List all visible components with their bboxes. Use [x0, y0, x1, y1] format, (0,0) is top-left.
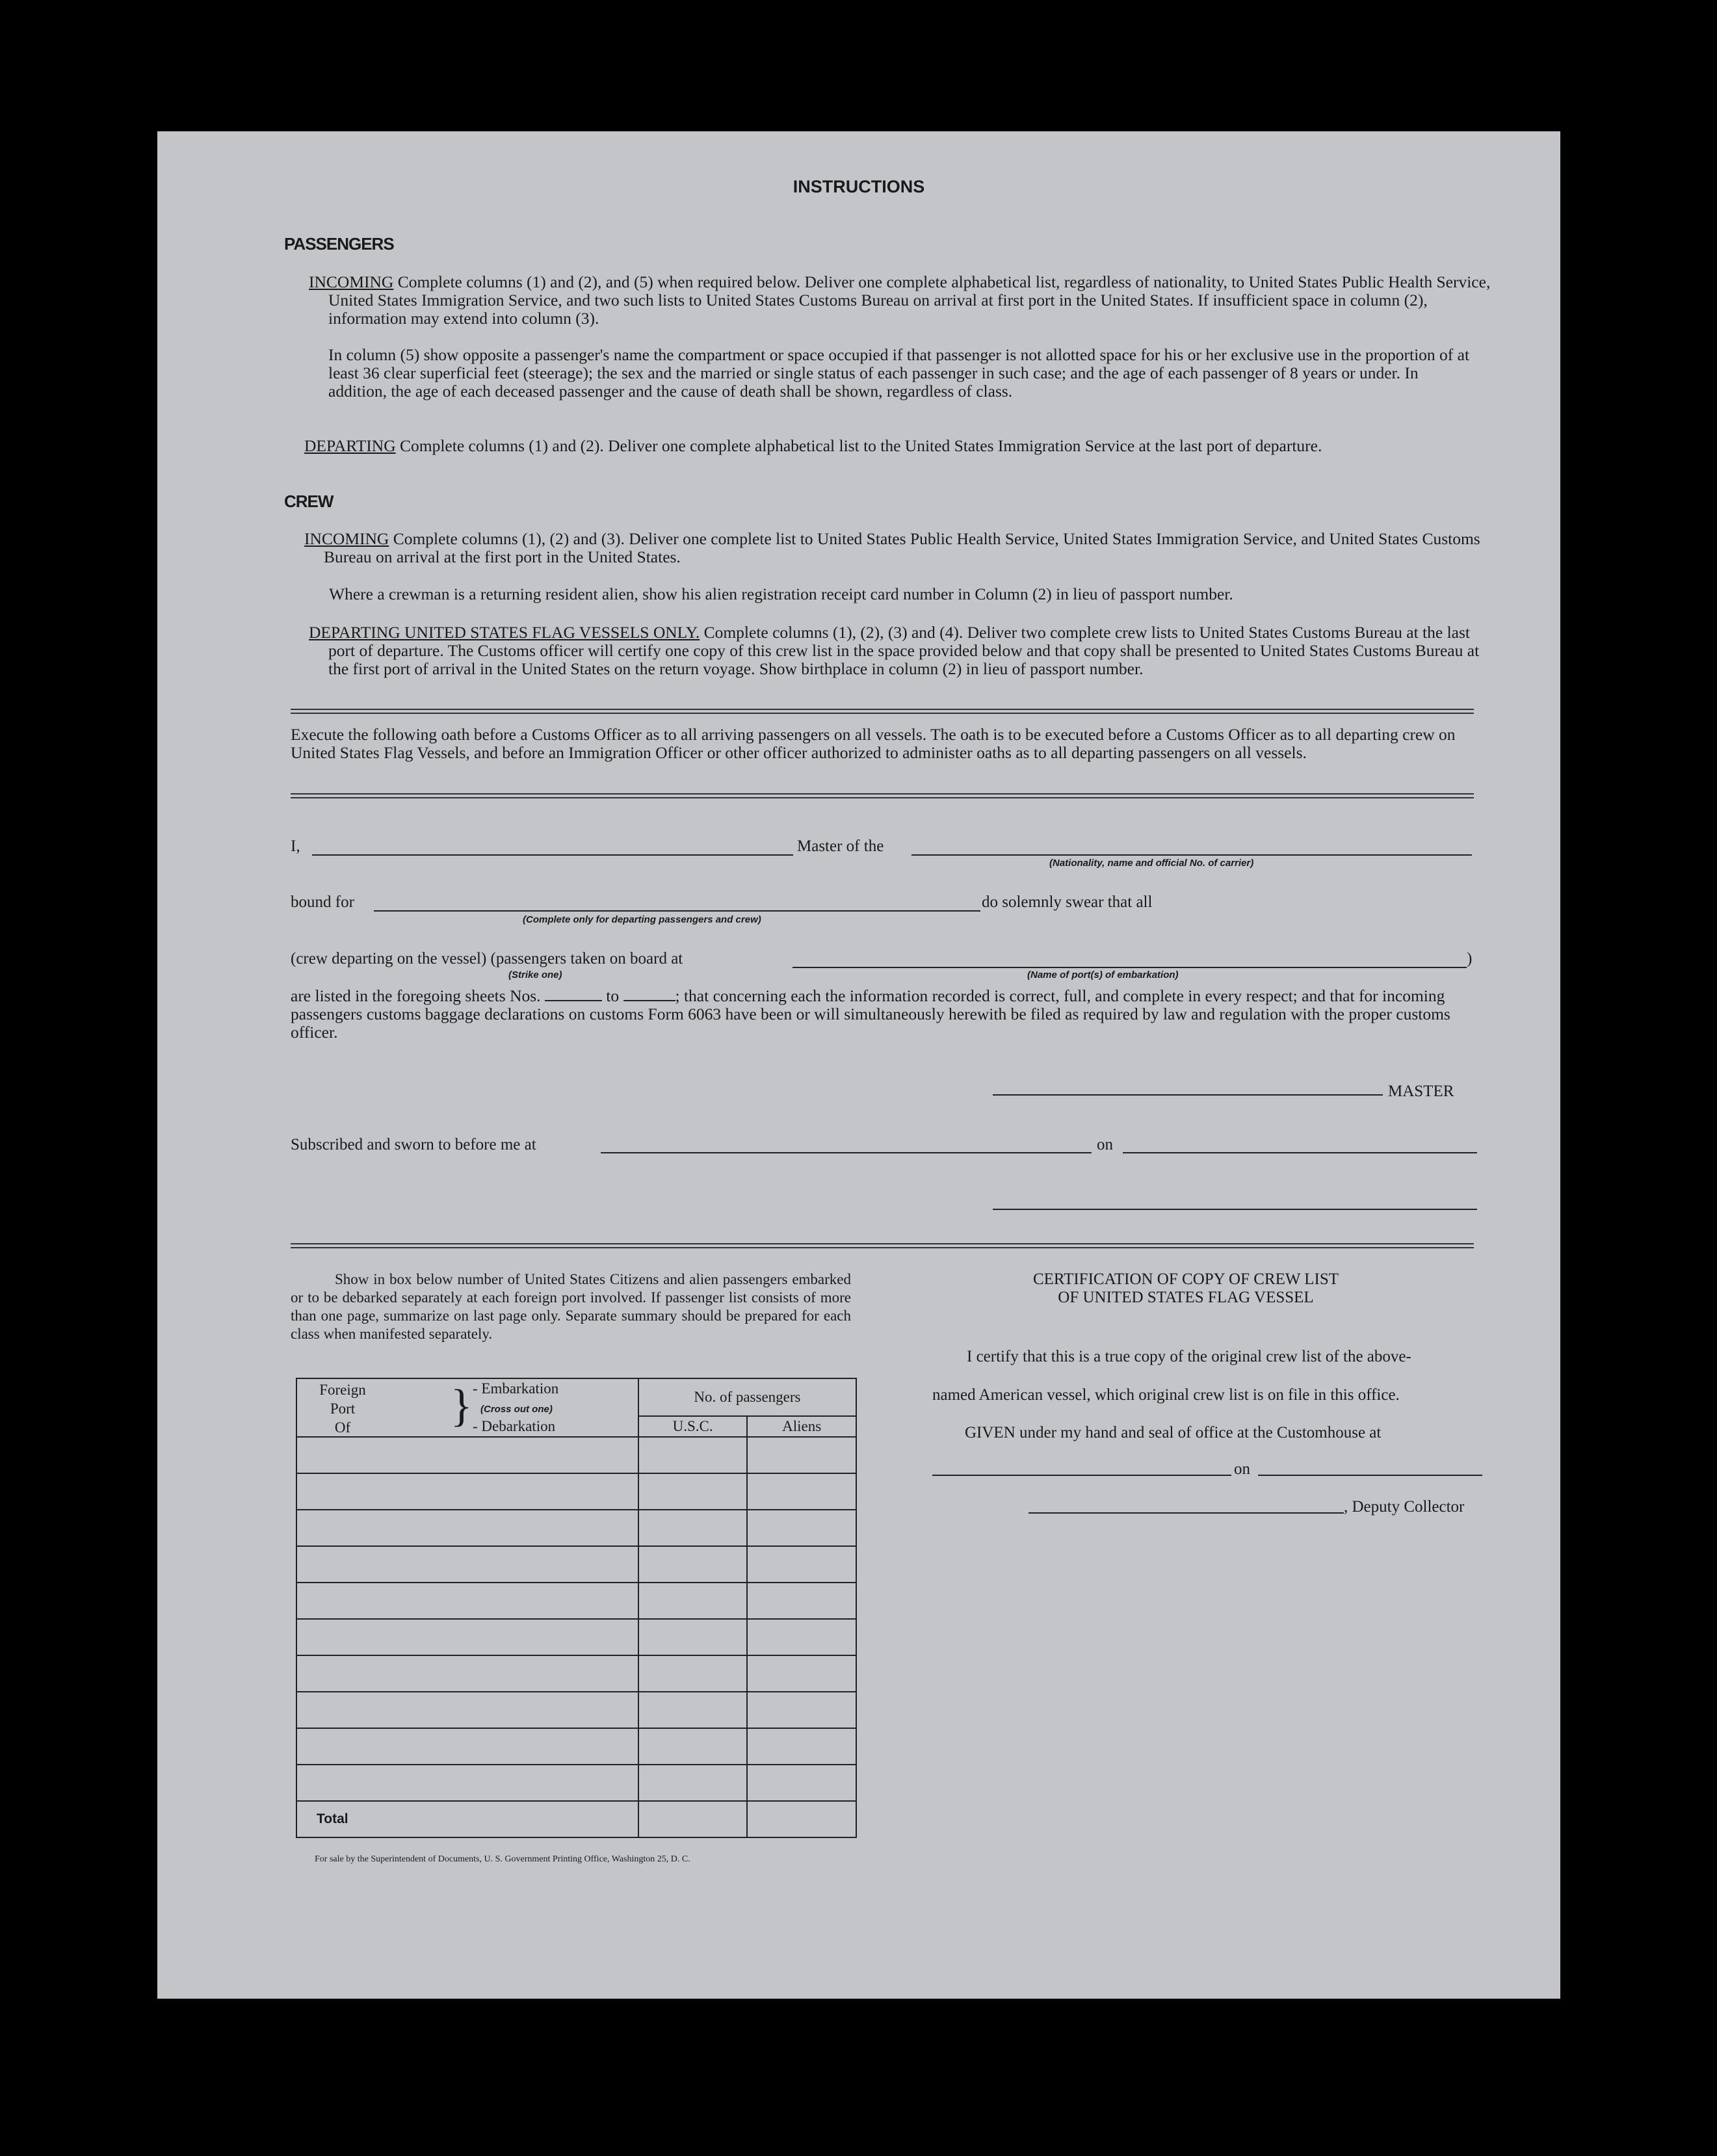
- to-label: to: [606, 986, 620, 1005]
- of-label: Of: [334, 1419, 351, 1436]
- usc-cell[interactable]: [638, 1546, 748, 1583]
- officer-signature-field[interactable]: [993, 1209, 1477, 1210]
- embarkation-label: - Embarkation: [473, 1380, 559, 1397]
- table-row: [296, 1655, 856, 1692]
- ports-table: [296, 1378, 857, 1838]
- port-cell[interactable]: [296, 1728, 638, 1765]
- no-passengers-header: No. of passengers: [638, 1378, 856, 1416]
- aliens-cell[interactable]: [747, 1728, 856, 1765]
- crew-resident-paragraph: Where a crewman is a returning resident alien, show his alien registration receipt card number in Column (2) in lieu of passport number.: [329, 585, 1233, 603]
- sworn-date-field[interactable]: [1123, 1152, 1477, 1153]
- port-cell[interactable]: [296, 1619, 638, 1655]
- bound-for-caption: (Complete only for departing passengers and crew): [523, 914, 761, 925]
- table-row: [296, 1583, 856, 1619]
- table-row: [296, 1437, 856, 1473]
- usc-cell[interactable]: [638, 1728, 748, 1765]
- subscribed-label: Subscribed and sworn to before me at: [291, 1136, 536, 1153]
- cross-out-label: (Cross out one): [480, 1404, 553, 1415]
- certification-title-1: CERTIFICATION OF COPY OF CREW LIST: [1032, 1270, 1339, 1288]
- aliens-cell[interactable]: [747, 1546, 856, 1583]
- passengers-departing-text: Complete columns (1) and (2). Deliver one complete alphabetical list to the United States Immigration Service at the last port of departure.: [395, 436, 1322, 455]
- passengers-col5-paragraph: In column (5) show opposite a passenger's name the compartment or space occupied if that passenger is not allotted space for his or her exclusive use in the proportion of at least 36 clear superficial feet (steerage); the sex and the married or single status of each passenger in such case; and the age of each passenger of 8 years or under. In addition, the age of each deceased passenger and the cause of death shall be shown, regardless of class.: [328, 345, 1470, 401]
- usc-cell[interactable]: [638, 1765, 748, 1801]
- usc-cell[interactable]: [638, 1692, 748, 1728]
- passengers-incoming-paragraph: [309, 273, 1492, 328]
- usc-cell[interactable]: [638, 1583, 748, 1619]
- sworn-on-label: on: [1097, 1136, 1113, 1153]
- certification-date-field[interactable]: [1258, 1475, 1482, 1476]
- usc-total-cell[interactable]: [638, 1801, 748, 1837]
- port-cell[interactable]: [296, 1546, 638, 1583]
- crew-departing-lead: DEPARTING UNITED STATES FLAG VESSELS ONLY.: [309, 623, 700, 642]
- bound-for-label: bound for: [291, 893, 354, 911]
- aliens-cell[interactable]: [747, 1765, 856, 1801]
- master-signature-field[interactable]: [993, 1094, 1383, 1096]
- port-cell[interactable]: [296, 1583, 638, 1619]
- certification-title-2: OF UNITED STATES FLAG VESSEL: [1058, 1289, 1314, 1306]
- port-caption: (Name of port(s) of embarkation): [1027, 969, 1179, 980]
- foreign-port-header: [296, 1378, 638, 1437]
- usc-cell[interactable]: [638, 1437, 748, 1473]
- port-cell[interactable]: [296, 1692, 638, 1728]
- sheet-to-field[interactable]: [623, 987, 675, 1001]
- footer-note: For sale by the Superintendent of Documents, U. S. Government Printing Office, Washington 25, D. C.: [315, 1854, 690, 1864]
- port-label: Port: [330, 1400, 356, 1417]
- aliens-cell[interactable]: [747, 1437, 856, 1473]
- passengers-departing-paragraph: [304, 437, 1494, 455]
- aliens-cell[interactable]: [747, 1655, 856, 1692]
- port-cell[interactable]: [296, 1765, 638, 1801]
- passengers-incoming-text: Complete columns (1) and (2), and (5) when required below. Deliver one complete alphabetical list, regardless of nationality, to United States Public Health Service, United States Immigration Service, and two such lists to United States Customs Bureau on arrival at first port in the United States. If insufficient space in column (2), information may extend into column (3).: [328, 272, 1491, 328]
- divider: [291, 709, 1474, 714]
- table-row: [296, 1619, 856, 1655]
- usc-cell[interactable]: [638, 1473, 748, 1510]
- aliens-total-cell[interactable]: [747, 1801, 856, 1837]
- usc-cell[interactable]: [638, 1619, 748, 1655]
- table-row: [296, 1546, 856, 1583]
- certification-line-1: I certify that this is a true copy of the original crew list of the above-: [967, 1348, 1411, 1365]
- embarkation-port-field[interactable]: [793, 967, 1467, 968]
- passengers-heading: PASSENGERS: [284, 234, 394, 254]
- table-row: [296, 1692, 856, 1728]
- oath-instruction: Execute the following oath before a Customs Officer as to all arriving passengers on all vessels. The oath is to be executed before a Customs Officer as to all departing crew on United States Flag Vessels, and before an Immigration Officer or other officer authorized to administer oaths as to all departing passengers on all vessels.: [291, 725, 1456, 762]
- passengers-departing-lead: DEPARTING: [304, 436, 396, 455]
- crew-departing-label: (crew departing on the vessel) (passengers taken on board at: [291, 950, 683, 967]
- usc-cell[interactable]: [638, 1655, 748, 1692]
- customhouse-field[interactable]: [932, 1475, 1231, 1476]
- listed-paragraph: [291, 987, 1461, 1042]
- table-row: [296, 1473, 856, 1510]
- port-cell[interactable]: [296, 1473, 638, 1510]
- carrier-caption: (Nationality, name and official No. of carrier): [1049, 858, 1254, 869]
- divider: [291, 793, 1474, 798]
- carrier-field[interactable]: [911, 854, 1472, 856]
- aliens-cell[interactable]: [747, 1692, 856, 1728]
- crew-incoming-text: Complete columns (1), (2) and (3). Deliver one complete list to United States Public Health Service, United States Immigration Service, and United States Customs Bureau on arrival at the first port in the United States.: [324, 529, 1480, 566]
- strike-caption: (Strike one): [508, 969, 562, 980]
- aliens-cell[interactable]: [747, 1473, 856, 1510]
- summary-text: Show in box below number of United States Citizens and alien passengers embarked or to be debarked separately at each foreign port involved. If passenger list consists of more than one page, summarize on last page only. Separate summary should be prepared for each class when manifested separately.: [291, 1271, 851, 1342]
- deputy-collector-label: , Deputy Collector: [1344, 1498, 1465, 1516]
- certification-on-label: on: [1234, 1460, 1250, 1478]
- sworn-place-field[interactable]: [601, 1152, 1092, 1153]
- oath-i-label: I,: [291, 837, 300, 855]
- usc-cell[interactable]: [638, 1510, 748, 1546]
- crew-departing-paragraph: [309, 624, 1494, 678]
- aliens-cell[interactable]: [747, 1510, 856, 1546]
- table-row: [296, 1765, 856, 1801]
- brace-icon: }: [451, 1381, 473, 1431]
- page-title: INSTRUCTIONS: [793, 177, 925, 196]
- total-row: [296, 1801, 856, 1837]
- listed-text-a: are listed in the foregoing sheets Nos.: [291, 986, 541, 1005]
- bound-for-field[interactable]: [374, 910, 980, 912]
- crew-heading: CREW: [284, 492, 334, 511]
- crew-incoming-paragraph: [304, 530, 1494, 566]
- close-paren: ): [1467, 950, 1473, 967]
- divider: [291, 1243, 1474, 1248]
- table-row: [296, 1728, 856, 1765]
- deputy-signature-field[interactable]: [1029, 1512, 1344, 1514]
- listed-text-b: ; that concerning each the information recorded is correct, full, and complete in every respect; and that for incoming passengers customs baggage declarations on customs Form 6063 have been or will simultaneously herewith be filed as required by law and regulation with the proper customs officer.: [291, 986, 1450, 1042]
- aliens-cell[interactable]: [747, 1583, 856, 1619]
- swear-label: do solemnly swear that all: [982, 893, 1153, 911]
- master-label: MASTER: [1388, 1083, 1454, 1100]
- form-page: [157, 131, 1560, 1999]
- debarkation-label: - Debarkation: [473, 1418, 556, 1434]
- aliens-header: Aliens: [747, 1416, 856, 1437]
- master-of-the-label: Master of the: [797, 837, 884, 855]
- total-label: Total: [296, 1801, 638, 1837]
- port-cell[interactable]: [296, 1655, 638, 1692]
- sheet-from-field[interactable]: [545, 987, 602, 1001]
- aliens-cell[interactable]: [747, 1619, 856, 1655]
- port-cell[interactable]: [296, 1510, 638, 1546]
- crew-departing-text: Complete columns (1), (2), (3) and (4). Deliver two complete crew lists to United States Customs Bureau at the last port of departure. The Customs officer will certify one copy of this crew list in the space provided below and that copy shall be presented to United States Customs Bureau at the first port of arrival in the United States on the return voyage. Show birthplace in column (2) in lieu of passport number.: [328, 623, 1480, 678]
- port-cell[interactable]: [296, 1437, 638, 1473]
- certification-line-2: named American vessel, which original crew list is on file in this office.: [932, 1386, 1400, 1404]
- foreign-label: Foreign: [319, 1382, 366, 1398]
- passengers-incoming-lead: INCOMING: [309, 272, 394, 291]
- crew-incoming-lead: INCOMING: [304, 529, 389, 548]
- table-row: [296, 1510, 856, 1546]
- certification-line-3: GIVEN under my hand and seal of office at the Customhouse at: [965, 1424, 1382, 1441]
- usc-header: U.S.C.: [638, 1416, 748, 1437]
- master-name-field[interactable]: [312, 854, 793, 856]
